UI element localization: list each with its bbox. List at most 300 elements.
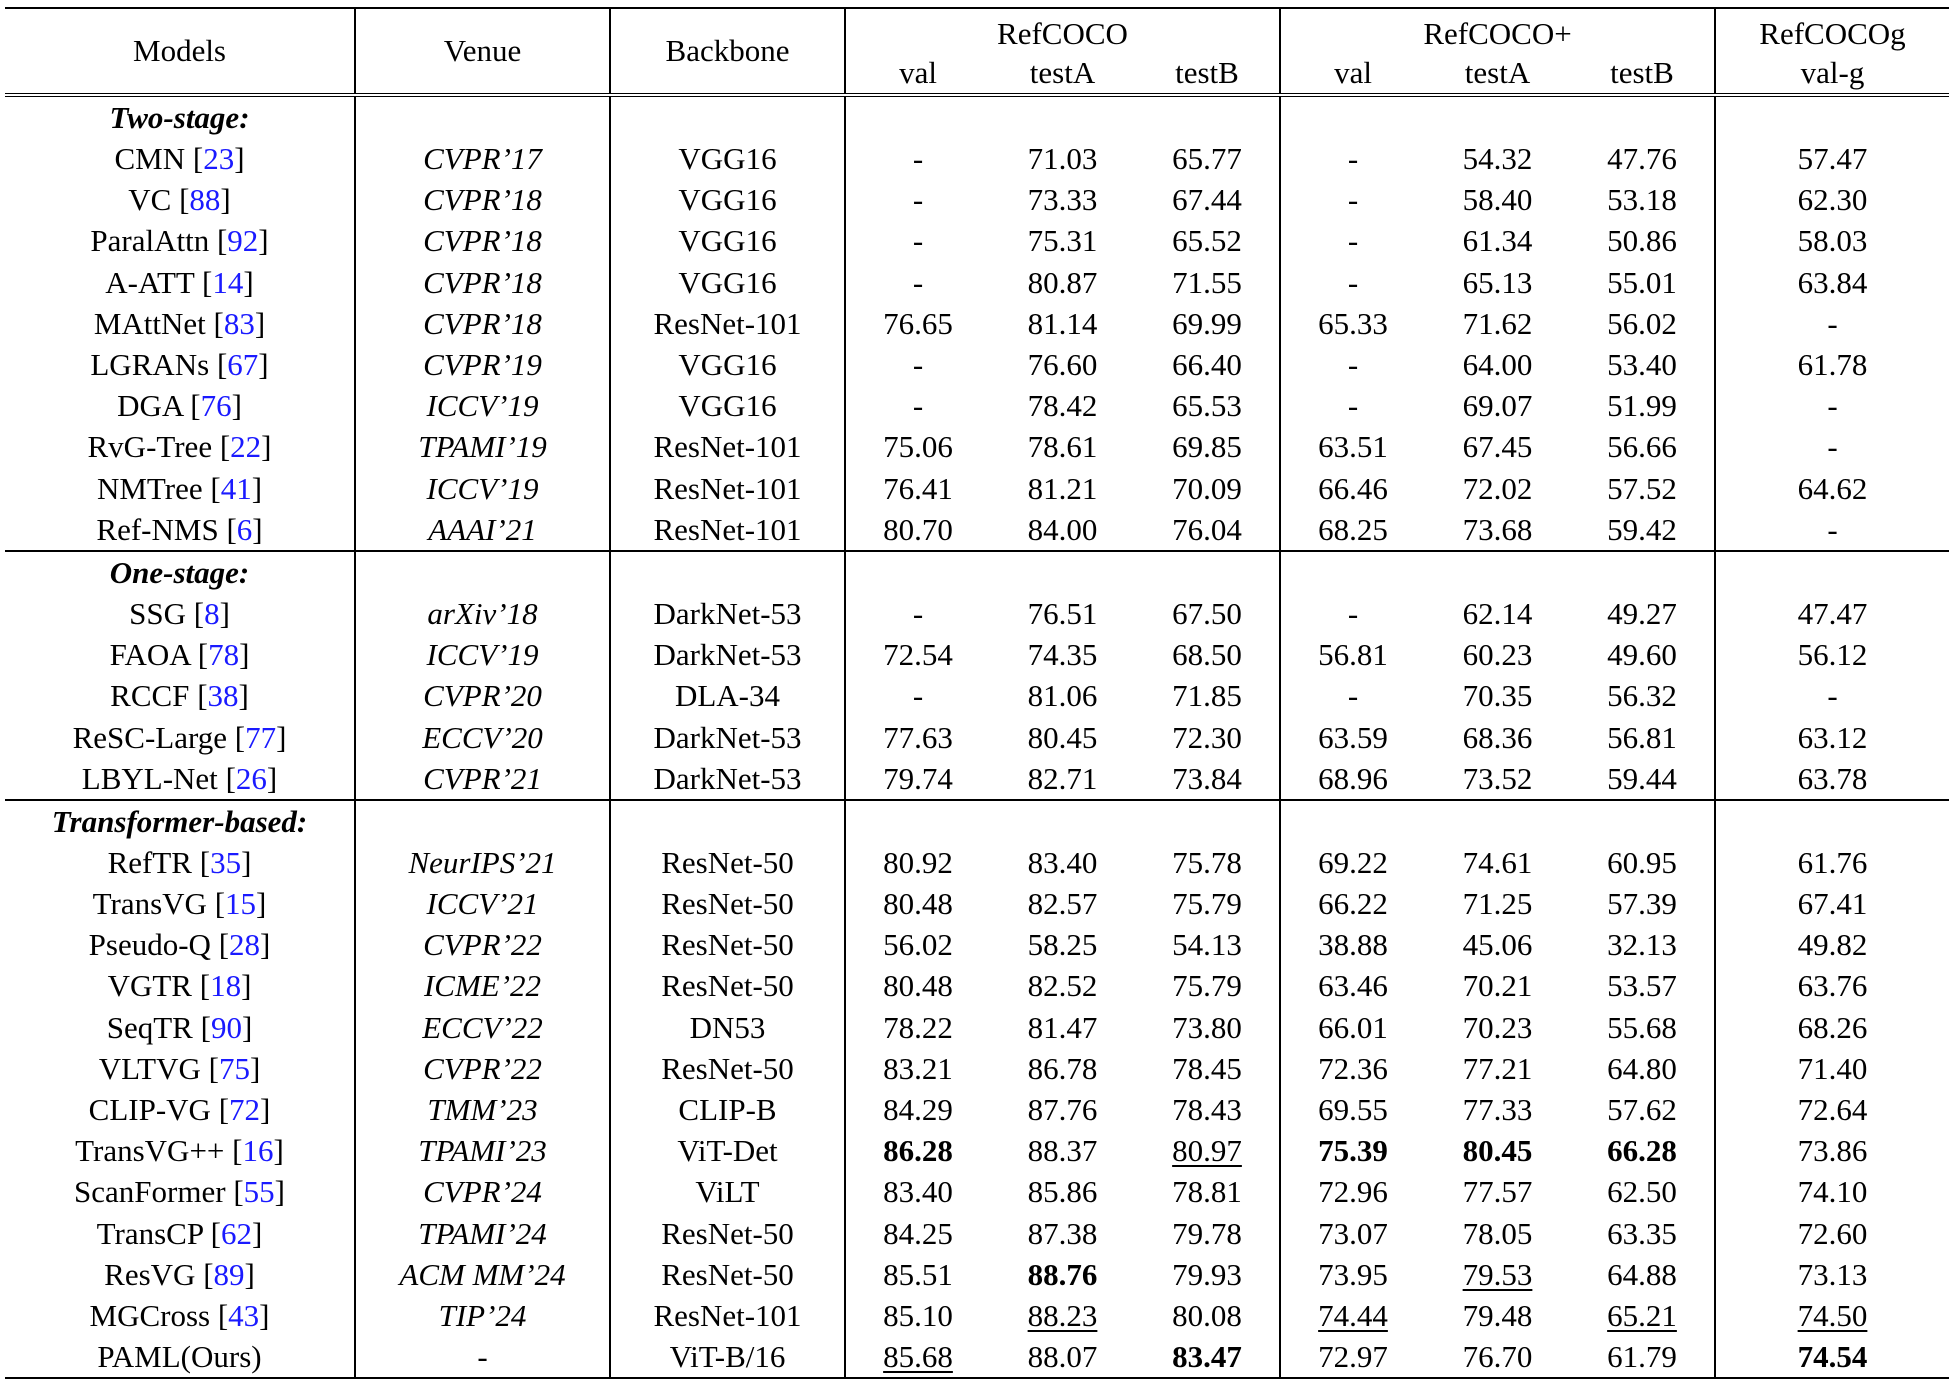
score-value: 57.39 — [1607, 886, 1677, 922]
citation-link[interactable]: 89 — [213, 1256, 245, 1292]
model-cell — [5, 842, 355, 883]
empty-cell — [355, 551, 610, 593]
score-cell — [1715, 426, 1949, 467]
model-cell — [5, 1336, 355, 1378]
citation: [90] — [192, 1009, 253, 1045]
score-value: 67.44 — [1172, 182, 1242, 218]
citation-link[interactable]: 77 — [245, 719, 277, 755]
header-group-refcoco: RefCOCO — [845, 8, 1280, 51]
score-value: 63.84 — [1797, 264, 1868, 300]
score-value: 78.05 — [1462, 1215, 1533, 1251]
score-value: 71.03 — [1027, 141, 1098, 177]
score-value: 76.70 — [1462, 1339, 1533, 1375]
citation-link[interactable]: 41 — [220, 470, 252, 506]
score-cell — [1280, 509, 1425, 551]
score-cell — [1570, 1007, 1715, 1048]
empty-cell — [990, 800, 1135, 842]
score-value: 84.00 — [1027, 511, 1098, 547]
citation-link[interactable]: 16 — [242, 1133, 274, 1169]
venue-cell: CVPR’22 — [355, 1048, 610, 1089]
score-cell — [1280, 758, 1425, 800]
citation-link[interactable]: 8 — [204, 595, 220, 631]
score-cell — [990, 593, 1135, 634]
score-cell — [990, 1213, 1135, 1254]
score-cell — [1570, 758, 1715, 800]
score-cell — [1280, 842, 1425, 883]
score-cell — [845, 179, 990, 220]
citation: [89] — [195, 1256, 255, 1292]
score-cell — [990, 716, 1135, 757]
model-name: PAML(Ours) — [97, 1339, 262, 1375]
citation-link[interactable]: 14 — [212, 264, 244, 300]
score-value: 61.76 — [1797, 844, 1868, 880]
score-cell — [1280, 1130, 1425, 1171]
venue-cell: - — [355, 1336, 610, 1378]
score-value: 78.42 — [1027, 388, 1098, 424]
empty-cell — [845, 551, 990, 593]
score-cell — [1135, 842, 1280, 883]
header-split: testB — [1570, 51, 1715, 95]
score-cell — [1570, 303, 1715, 344]
model-name: FAOA — [109, 637, 190, 673]
score-value: 63.76 — [1797, 968, 1868, 1004]
score-cell — [1135, 593, 1280, 634]
score-value: - — [912, 595, 924, 631]
score-value: - — [1347, 347, 1359, 383]
score-value: 74.54 — [1797, 1339, 1868, 1375]
citation-link[interactable]: 67 — [227, 347, 259, 383]
score-cell — [1570, 716, 1715, 757]
score-value: 88.76 — [1027, 1256, 1098, 1292]
score-value: 69.07 — [1462, 388, 1533, 424]
table-row — [5, 262, 1949, 303]
citation: [18] — [191, 968, 252, 1004]
backbone-cell: VGG16 — [610, 220, 845, 261]
score-value: 80.97 — [1172, 1133, 1242, 1169]
model-cell — [5, 303, 355, 344]
score-value: 83.40 — [1027, 844, 1098, 880]
score-value: 78.22 — [883, 1009, 953, 1045]
score-cell — [845, 1254, 990, 1295]
score-value: 75.78 — [1172, 844, 1242, 880]
score-cell — [1715, 220, 1949, 261]
score-cell — [1715, 924, 1949, 965]
citation-link[interactable]: 18 — [210, 968, 242, 1004]
score-value: - — [1347, 264, 1359, 300]
score-cell — [1570, 262, 1715, 303]
score-value: 49.27 — [1607, 595, 1677, 631]
citation: [77] — [227, 719, 287, 755]
header-split: val — [1280, 51, 1425, 95]
score-cell — [1425, 385, 1570, 426]
citation: [76] — [182, 388, 242, 424]
score-value: 84.25 — [883, 1215, 953, 1251]
table-row — [5, 1048, 1949, 1089]
empty-cell — [1570, 800, 1715, 842]
score-value: 85.10 — [883, 1297, 953, 1333]
score-value: - — [1347, 595, 1359, 631]
score-cell — [1280, 179, 1425, 220]
score-value: 58.40 — [1462, 182, 1533, 218]
score-cell — [1280, 675, 1425, 716]
model-name: Pseudo-Q — [88, 927, 211, 963]
score-value: 70.23 — [1462, 1009, 1533, 1045]
score-value: 62.14 — [1462, 595, 1533, 631]
empty-cell — [1135, 800, 1280, 842]
table-row — [5, 675, 1949, 716]
citation-link[interactable]: 83 — [223, 305, 255, 341]
score-cell — [1715, 1254, 1949, 1295]
table-row — [5, 1130, 1949, 1171]
score-value: 78.81 — [1172, 1174, 1242, 1210]
score-value: - — [1827, 511, 1838, 547]
score-cell — [1280, 303, 1425, 344]
score-value: 58.03 — [1797, 223, 1868, 259]
score-value: 74.35 — [1027, 637, 1098, 673]
table-row — [5, 303, 1949, 344]
backbone-cell: ResNet-50 — [610, 1254, 845, 1295]
venue-cell: CVPR’18 — [355, 303, 610, 344]
score-cell — [1135, 138, 1280, 179]
score-value: 56.81 — [1318, 637, 1388, 673]
citation: [88] — [171, 182, 231, 218]
table-row — [5, 220, 1949, 261]
score-cell — [1135, 1130, 1280, 1171]
citation: [67] — [209, 347, 269, 383]
backbone-cell: DarkNet-53 — [610, 593, 845, 634]
model-name: ResVG — [104, 1256, 196, 1292]
header-split: testB — [1135, 51, 1280, 95]
score-cell — [1570, 842, 1715, 883]
citation-link[interactable]: 26 — [235, 760, 267, 796]
score-cell — [1280, 716, 1425, 757]
citation-link[interactable]: 75 — [218, 1050, 250, 1086]
table-row — [5, 1089, 1949, 1130]
score-value: 75.79 — [1172, 968, 1242, 1004]
score-value: 56.12 — [1797, 637, 1868, 673]
score-cell — [1135, 262, 1280, 303]
score-cell — [1135, 179, 1280, 220]
citation: [28] — [210, 927, 271, 963]
score-value: - — [1827, 678, 1838, 714]
score-cell — [990, 883, 1135, 924]
score-cell — [990, 1336, 1135, 1378]
score-cell — [990, 344, 1135, 385]
venue-cell: CVPR’22 — [355, 924, 610, 965]
score-value: 80.92 — [883, 844, 953, 880]
score-value: 77.33 — [1462, 1092, 1533, 1128]
score-cell — [1570, 1213, 1715, 1254]
model-name: NMTree — [96, 470, 203, 506]
model-cell — [5, 1213, 355, 1254]
score-value: 80.45 — [1462, 1133, 1533, 1169]
score-cell — [1280, 634, 1425, 675]
score-value: 57.52 — [1607, 470, 1677, 506]
score-value: 78.43 — [1172, 1092, 1242, 1128]
score-cell — [990, 1089, 1135, 1130]
score-cell — [1715, 1089, 1949, 1130]
score-cell — [1715, 1130, 1949, 1171]
model-cell — [5, 344, 355, 385]
citation-link[interactable]: 62 — [221, 1215, 252, 1251]
score-cell — [845, 385, 990, 426]
score-cell — [1715, 1295, 1949, 1336]
score-value: - — [1827, 305, 1838, 341]
score-cell — [1570, 924, 1715, 965]
score-value: 56.81 — [1607, 719, 1677, 755]
score-value: 88.23 — [1027, 1297, 1098, 1333]
score-cell — [1135, 965, 1280, 1006]
score-value: - — [912, 678, 924, 714]
score-cell — [845, 1213, 990, 1254]
citation-link[interactable]: 76 — [200, 388, 232, 424]
score-value: 71.55 — [1172, 264, 1242, 300]
score-value: 81.14 — [1027, 305, 1098, 341]
score-cell — [990, 1254, 1135, 1295]
score-cell — [845, 426, 990, 467]
score-cell — [1570, 1048, 1715, 1089]
venue-cell: ECCV’20 — [355, 716, 610, 757]
score-cell — [1280, 883, 1425, 924]
score-value: 72.36 — [1318, 1050, 1388, 1086]
score-value: 63.12 — [1797, 719, 1868, 755]
score-value: - — [912, 141, 924, 177]
score-cell — [990, 1048, 1135, 1089]
empty-cell — [990, 95, 1135, 138]
score-cell — [1280, 1336, 1425, 1378]
citation-link[interactable]: 28 — [229, 927, 261, 963]
score-value: 63.46 — [1318, 968, 1388, 1004]
score-value: 74.50 — [1797, 1297, 1868, 1333]
score-value: 76.65 — [883, 305, 953, 341]
score-cell — [1135, 1295, 1280, 1336]
score-cell — [845, 883, 990, 924]
backbone-cell: VGG16 — [610, 138, 845, 179]
score-value: - — [912, 388, 924, 424]
score-cell — [1425, 758, 1570, 800]
backbone-cell: VGG16 — [610, 385, 845, 426]
model-cell — [5, 675, 355, 716]
header-group-refcocog: RefCOCOg — [1759, 16, 1906, 51]
citation: [15] — [206, 886, 267, 922]
score-value: 57.62 — [1607, 1092, 1677, 1128]
citation-link[interactable]: 15 — [225, 886, 257, 922]
citation-link[interactable]: 78 — [208, 637, 240, 673]
score-cell — [1425, 924, 1570, 965]
score-cell — [1570, 1254, 1715, 1295]
model-name: VC — [128, 182, 172, 218]
citation-link[interactable]: 6 — [236, 511, 253, 547]
model-cell — [5, 179, 355, 220]
score-value: 72.54 — [883, 637, 953, 673]
score-cell — [1425, 965, 1570, 1006]
citation: [14] — [194, 264, 254, 300]
model-name: MGCross — [89, 1297, 211, 1333]
model-cell — [5, 220, 355, 261]
score-cell — [1570, 883, 1715, 924]
score-cell — [845, 1089, 990, 1130]
score-cell — [990, 1130, 1135, 1171]
score-value: 81.06 — [1027, 678, 1098, 714]
citation: [22] — [212, 429, 272, 465]
score-cell — [990, 468, 1135, 509]
score-cell — [1135, 883, 1280, 924]
score-cell — [990, 1171, 1135, 1212]
model-cell — [5, 924, 355, 965]
citation-link[interactable]: 72 — [229, 1092, 261, 1128]
score-value: 72.64 — [1797, 1092, 1868, 1128]
score-value: 79.53 — [1462, 1256, 1533, 1292]
empty-cell — [1425, 800, 1570, 842]
score-cell — [1280, 1254, 1425, 1295]
score-value: 87.76 — [1027, 1092, 1098, 1128]
score-cell — [1135, 426, 1280, 467]
table-row — [5, 468, 1949, 509]
model-name: ParalAttn — [90, 223, 210, 259]
model-name: MAttNet — [93, 305, 206, 341]
venue-cell: CVPR’21 — [355, 758, 610, 800]
score-cell — [1715, 634, 1949, 675]
backbone-cell: ResNet-50 — [610, 1213, 845, 1254]
backbone-cell: VGG16 — [610, 344, 845, 385]
score-value: 80.87 — [1027, 264, 1098, 300]
score-value: 69.85 — [1172, 429, 1242, 465]
venue-cell: CVPR’18 — [355, 262, 610, 303]
empty-cell — [1715, 551, 1949, 593]
score-value: 79.74 — [883, 760, 953, 796]
score-value: 32.13 — [1607, 927, 1677, 963]
score-value: 86.78 — [1027, 1050, 1098, 1086]
score-cell — [845, 1171, 990, 1212]
citation-link[interactable]: 55 — [243, 1174, 275, 1210]
model-name: DGA — [117, 388, 183, 424]
model-cell — [5, 1171, 355, 1212]
citation: [23] — [185, 141, 245, 177]
score-value: 70.35 — [1462, 678, 1533, 714]
score-value: 62.50 — [1607, 1174, 1677, 1210]
score-cell — [845, 634, 990, 675]
score-cell — [1425, 1254, 1570, 1295]
citation: [55] — [225, 1174, 285, 1210]
score-value: 53.18 — [1607, 182, 1677, 218]
score-value: 72.30 — [1172, 719, 1242, 755]
score-cell — [1425, 220, 1570, 261]
model-cell — [5, 593, 355, 634]
header-split: testA — [1425, 51, 1570, 95]
score-value: 67.45 — [1462, 429, 1533, 465]
score-value: 79.78 — [1172, 1215, 1242, 1251]
score-value: 88.37 — [1027, 1133, 1098, 1169]
model-name: CLIP-VG — [88, 1092, 211, 1128]
score-value: 65.53 — [1172, 388, 1242, 424]
score-value: 72.97 — [1318, 1339, 1388, 1375]
model-cell — [5, 138, 355, 179]
citation-link[interactable]: 23 — [203, 141, 235, 177]
score-cell — [1570, 965, 1715, 1006]
table-row — [5, 179, 1949, 220]
citation-link[interactable]: 38 — [207, 678, 239, 714]
score-cell — [1570, 1336, 1715, 1378]
score-cell — [1280, 385, 1425, 426]
score-value: 74.61 — [1462, 844, 1533, 880]
section-header-row — [5, 95, 1949, 138]
section-title: Two-stage: — [5, 95, 355, 138]
score-value: 54.13 — [1172, 927, 1242, 963]
score-cell — [1280, 1007, 1425, 1048]
score-value: 55.68 — [1607, 1009, 1677, 1045]
backbone-cell: ResNet-101 — [610, 468, 845, 509]
empty-cell — [1425, 551, 1570, 593]
score-cell — [990, 138, 1135, 179]
score-value: 70.21 — [1462, 968, 1533, 1004]
backbone-cell: ResNet-101 — [610, 1295, 845, 1336]
score-cell — [1135, 924, 1280, 965]
score-cell — [1715, 385, 1949, 426]
score-value: - — [1347, 223, 1359, 259]
score-value: 76.51 — [1027, 595, 1098, 631]
venue-cell: ECCV’22 — [355, 1007, 610, 1048]
score-value: 82.52 — [1027, 968, 1098, 1004]
score-value: 83.40 — [883, 1174, 953, 1210]
score-value: 76.41 — [883, 470, 953, 506]
score-cell — [845, 675, 990, 716]
score-cell — [990, 1007, 1135, 1048]
score-value: 75.39 — [1318, 1133, 1388, 1169]
score-cell — [1570, 344, 1715, 385]
backbone-cell: ResNet-50 — [610, 924, 845, 965]
score-value: 66.46 — [1318, 470, 1388, 506]
citation-link[interactable]: 22 — [230, 429, 262, 465]
table-row — [5, 509, 1949, 551]
score-cell — [1280, 138, 1425, 179]
backbone-cell: ViT-B/16 — [610, 1336, 845, 1378]
citation-link[interactable]: 35 — [210, 844, 242, 880]
score-value: 86.28 — [883, 1133, 953, 1169]
header-venue: Venue — [355, 8, 610, 95]
citation: [6] — [218, 511, 263, 547]
citation: [43] — [210, 1297, 270, 1333]
empty-cell — [1425, 95, 1570, 138]
citation-link[interactable]: 43 — [228, 1297, 260, 1333]
citation-link[interactable]: 88 — [189, 182, 221, 218]
score-cell — [845, 924, 990, 965]
score-value: 69.99 — [1172, 305, 1242, 341]
score-cell — [1715, 468, 1949, 509]
backbone-cell: ResNet-50 — [610, 883, 845, 924]
score-cell — [1570, 179, 1715, 220]
table-row — [5, 883, 1949, 924]
score-value: 72.60 — [1797, 1215, 1868, 1251]
backbone-cell: DarkNet-53 — [610, 634, 845, 675]
score-cell — [845, 344, 990, 385]
citation-link[interactable]: 90 — [210, 1009, 242, 1045]
backbone-cell: ResNet-101 — [610, 426, 845, 467]
model-name: Ref-NMS — [96, 511, 219, 547]
score-value: 68.36 — [1462, 719, 1533, 755]
empty-cell — [1280, 551, 1425, 593]
score-cell — [1715, 965, 1949, 1006]
score-cell — [1280, 426, 1425, 467]
score-value: 59.42 — [1607, 511, 1677, 547]
score-cell — [1570, 385, 1715, 426]
score-cell — [1715, 593, 1949, 634]
score-value: 55.01 — [1607, 264, 1677, 300]
model-cell — [5, 716, 355, 757]
score-cell — [1425, 1336, 1570, 1378]
citation-link[interactable]: 92 — [227, 223, 259, 259]
citation: [83] — [205, 305, 266, 341]
score-cell — [990, 924, 1135, 965]
